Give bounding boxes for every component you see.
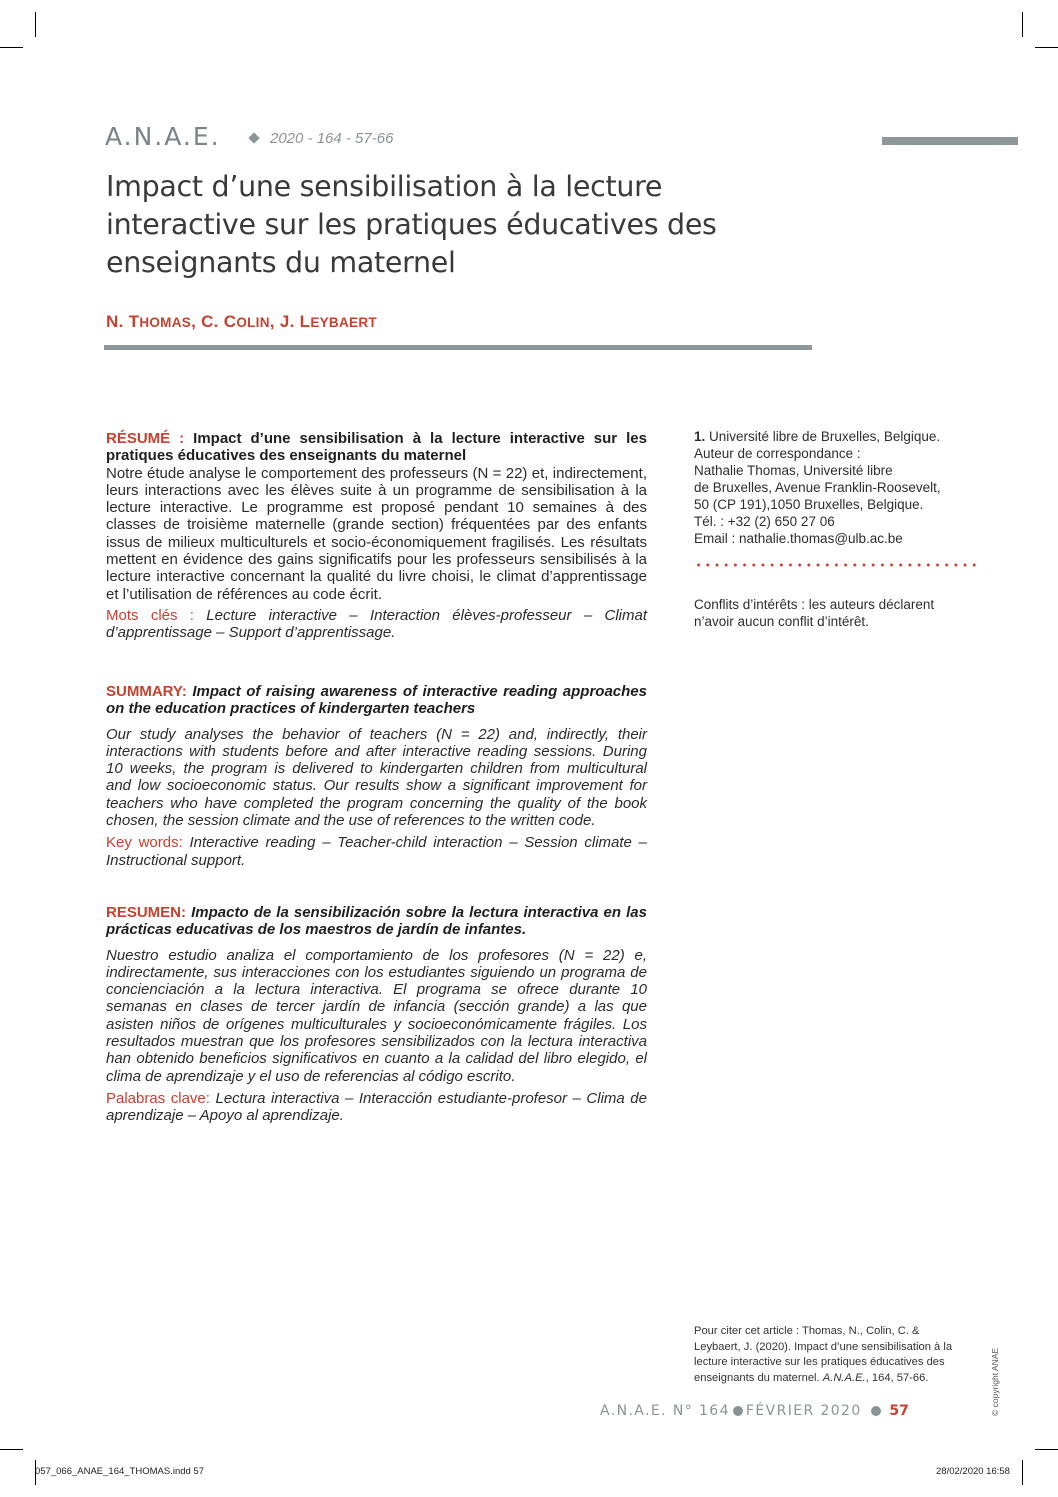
resume-body: Notre étude analyse le comportement des professeurs (N = 22) et, indirectement, leurs interactions avec les élèves suite à un programme de sensibilisation à la lecture interactive. Le programme est proposé pendant 10 semaines à des classes de troisième maternelle (grande section) fréquentées par des enfants issus de milieux multiculturels et socio-économiquement fragilisés. Les résultats mettent en évidence des gains significatifs pour les professeurs sensibilisés à la lecture interactive concernant la qualité du livre choisi, le climat d’apprentissage et l’utilisation de références au code écrit.: [106, 464, 647, 603]
resumen-keywords: Palabras clave: Lectura interactiva – Interacción estudiante-profesor – Clima de aprendizaje – Apoyo al aprendizaje.: [106, 1089, 647, 1125]
author: J. LEYBAERT: [279, 312, 377, 331]
correspondence-line: 50 (CP 191),1050 Bruxelles, Belgique.: [694, 497, 924, 512]
file-slug: 057_066_ANAE_164_THOMAS.indd 57: [35, 1466, 205, 1477]
resumen-body: Nuestro estudio analiza el comportamiento de los profesores (N = 22) e, indirectamente, sus interacciones con los estudiantes siguiendo un programa de concienciación a la lectura interactiva. El programa se ofrece durante 10 semanas en clases de tercer jardín de infancia (sección grande) a las que asisten niños de orígenes multiculturales y socioeconómicamente frágiles. Los resultados muestran que los profesores sensibilizados con la lectura interactiva han obtenido beneficios significativos en cuanto a la calidad del libro elegido, el clima de aprendizaje y el uso de referencias al código escrito.: [106, 946, 647, 1085]
phone: Tél. : +32 (2) 650 27 06: [694, 514, 835, 529]
header-bar: [882, 137, 1018, 145]
summary-body: Our study analyses the behavior of teachers (N = 22) and, indirectly, their interactions with students before and after interactive reading sessions. During 10 weeks, the program is delivered to kindergarten children from multicultural and low socioeconomic status. Our results show a significant improvement for teachers who have completed the program concerning the quality of the book chosen, the session climate and the use of references to the written code.: [106, 725, 647, 830]
summary-keywords: Key words: Interactive reading – Teacher-child interaction – Session climate – Instructional support.: [106, 834, 647, 869]
page-number: 57: [889, 1403, 909, 1419]
authors: [106, 312, 377, 332]
correspondence-line: Auteur de correspondance :: [694, 446, 861, 461]
resumen-heading: RESUMEN: Impacto de la sensibilización sobre la lectura interactiva en las prácticas educativas de los maestros de jardín de infantes.: [106, 904, 647, 939]
summary-heading: SUMMARY: Impact of raising awareness of interactive reading approaches on the education practices of kindergarten teachers: [106, 683, 647, 718]
footer-date: FÉVRIER 2020: [745, 1403, 862, 1419]
author: N. THOMAS,: [106, 312, 202, 331]
crop-mark: [0, 47, 23, 48]
article-title: Impact d’une sensibilisation à la lecture interactive sur les pratiques éducatives des enseignants du maternel: [106, 170, 717, 279]
crop-mark: [1035, 47, 1058, 48]
file-date: 28/02/2020 16:58: [936, 1466, 1010, 1477]
crop-mark: [0, 1449, 23, 1450]
summary-section: [106, 683, 647, 869]
resume-section: [106, 430, 647, 642]
crop-mark: [1035, 1449, 1058, 1450]
citation: Pour citer cet article : Thomas, N., Colin, C. & Leybaert, J. (2020). Impact d’une sensibilisation à la lecture interactive sur les pratiques éducatives des enseignants du maternel. A.N.A.E., 164, 57-66.: [694, 1325, 953, 1384]
bullet-icon: [871, 1406, 881, 1416]
dotted-divider: [694, 563, 979, 567]
title-rule: [104, 345, 812, 350]
resume-heading: RÉSUMÉ : Impact d’une sensibilisation à la lecture interactive sur les pratiques éducatives des enseignants du maternel: [106, 430, 647, 465]
copyright: © copyright ANAE: [990, 1347, 1000, 1416]
page-footer: [600, 1403, 909, 1419]
crop-mark: [1022, 12, 1023, 37]
correspondence-line: de Bruxelles, Avenue Franklin-Roosevelt,: [694, 480, 941, 495]
correspondence-line: Nathalie Thomas, Université libre: [694, 463, 893, 478]
issue-info: 2020 - 164 - 57-66: [270, 130, 394, 147]
diamond-icon: [248, 132, 259, 143]
crop-mark: [1022, 1460, 1023, 1485]
crop-mark: [35, 12, 36, 37]
email: Email : nathalie.thomas@ulb.ac.be: [694, 531, 903, 546]
footer-journal: A.N.A.E. N° 164: [600, 1403, 730, 1419]
journal-name: A.N.A.E.: [105, 122, 221, 151]
resume-keywords: Mots clés : Lecture interactive – Interaction élèves-professeur – Climat d’apprentissage – Support d’apprentissage.: [106, 606, 647, 642]
affiliation: 1. Université libre de Bruxelles, Belgique.: [694, 429, 941, 444]
resumen-section: [106, 904, 647, 1125]
bullet-icon: [733, 1406, 743, 1416]
conflicts-statement: Conflits d’intérêts : les auteurs déclarent n’avoir aucun conflit d’intérêt.: [694, 597, 935, 629]
author: C. COLIN,: [201, 312, 280, 331]
affiliation-block: [694, 428, 984, 547]
